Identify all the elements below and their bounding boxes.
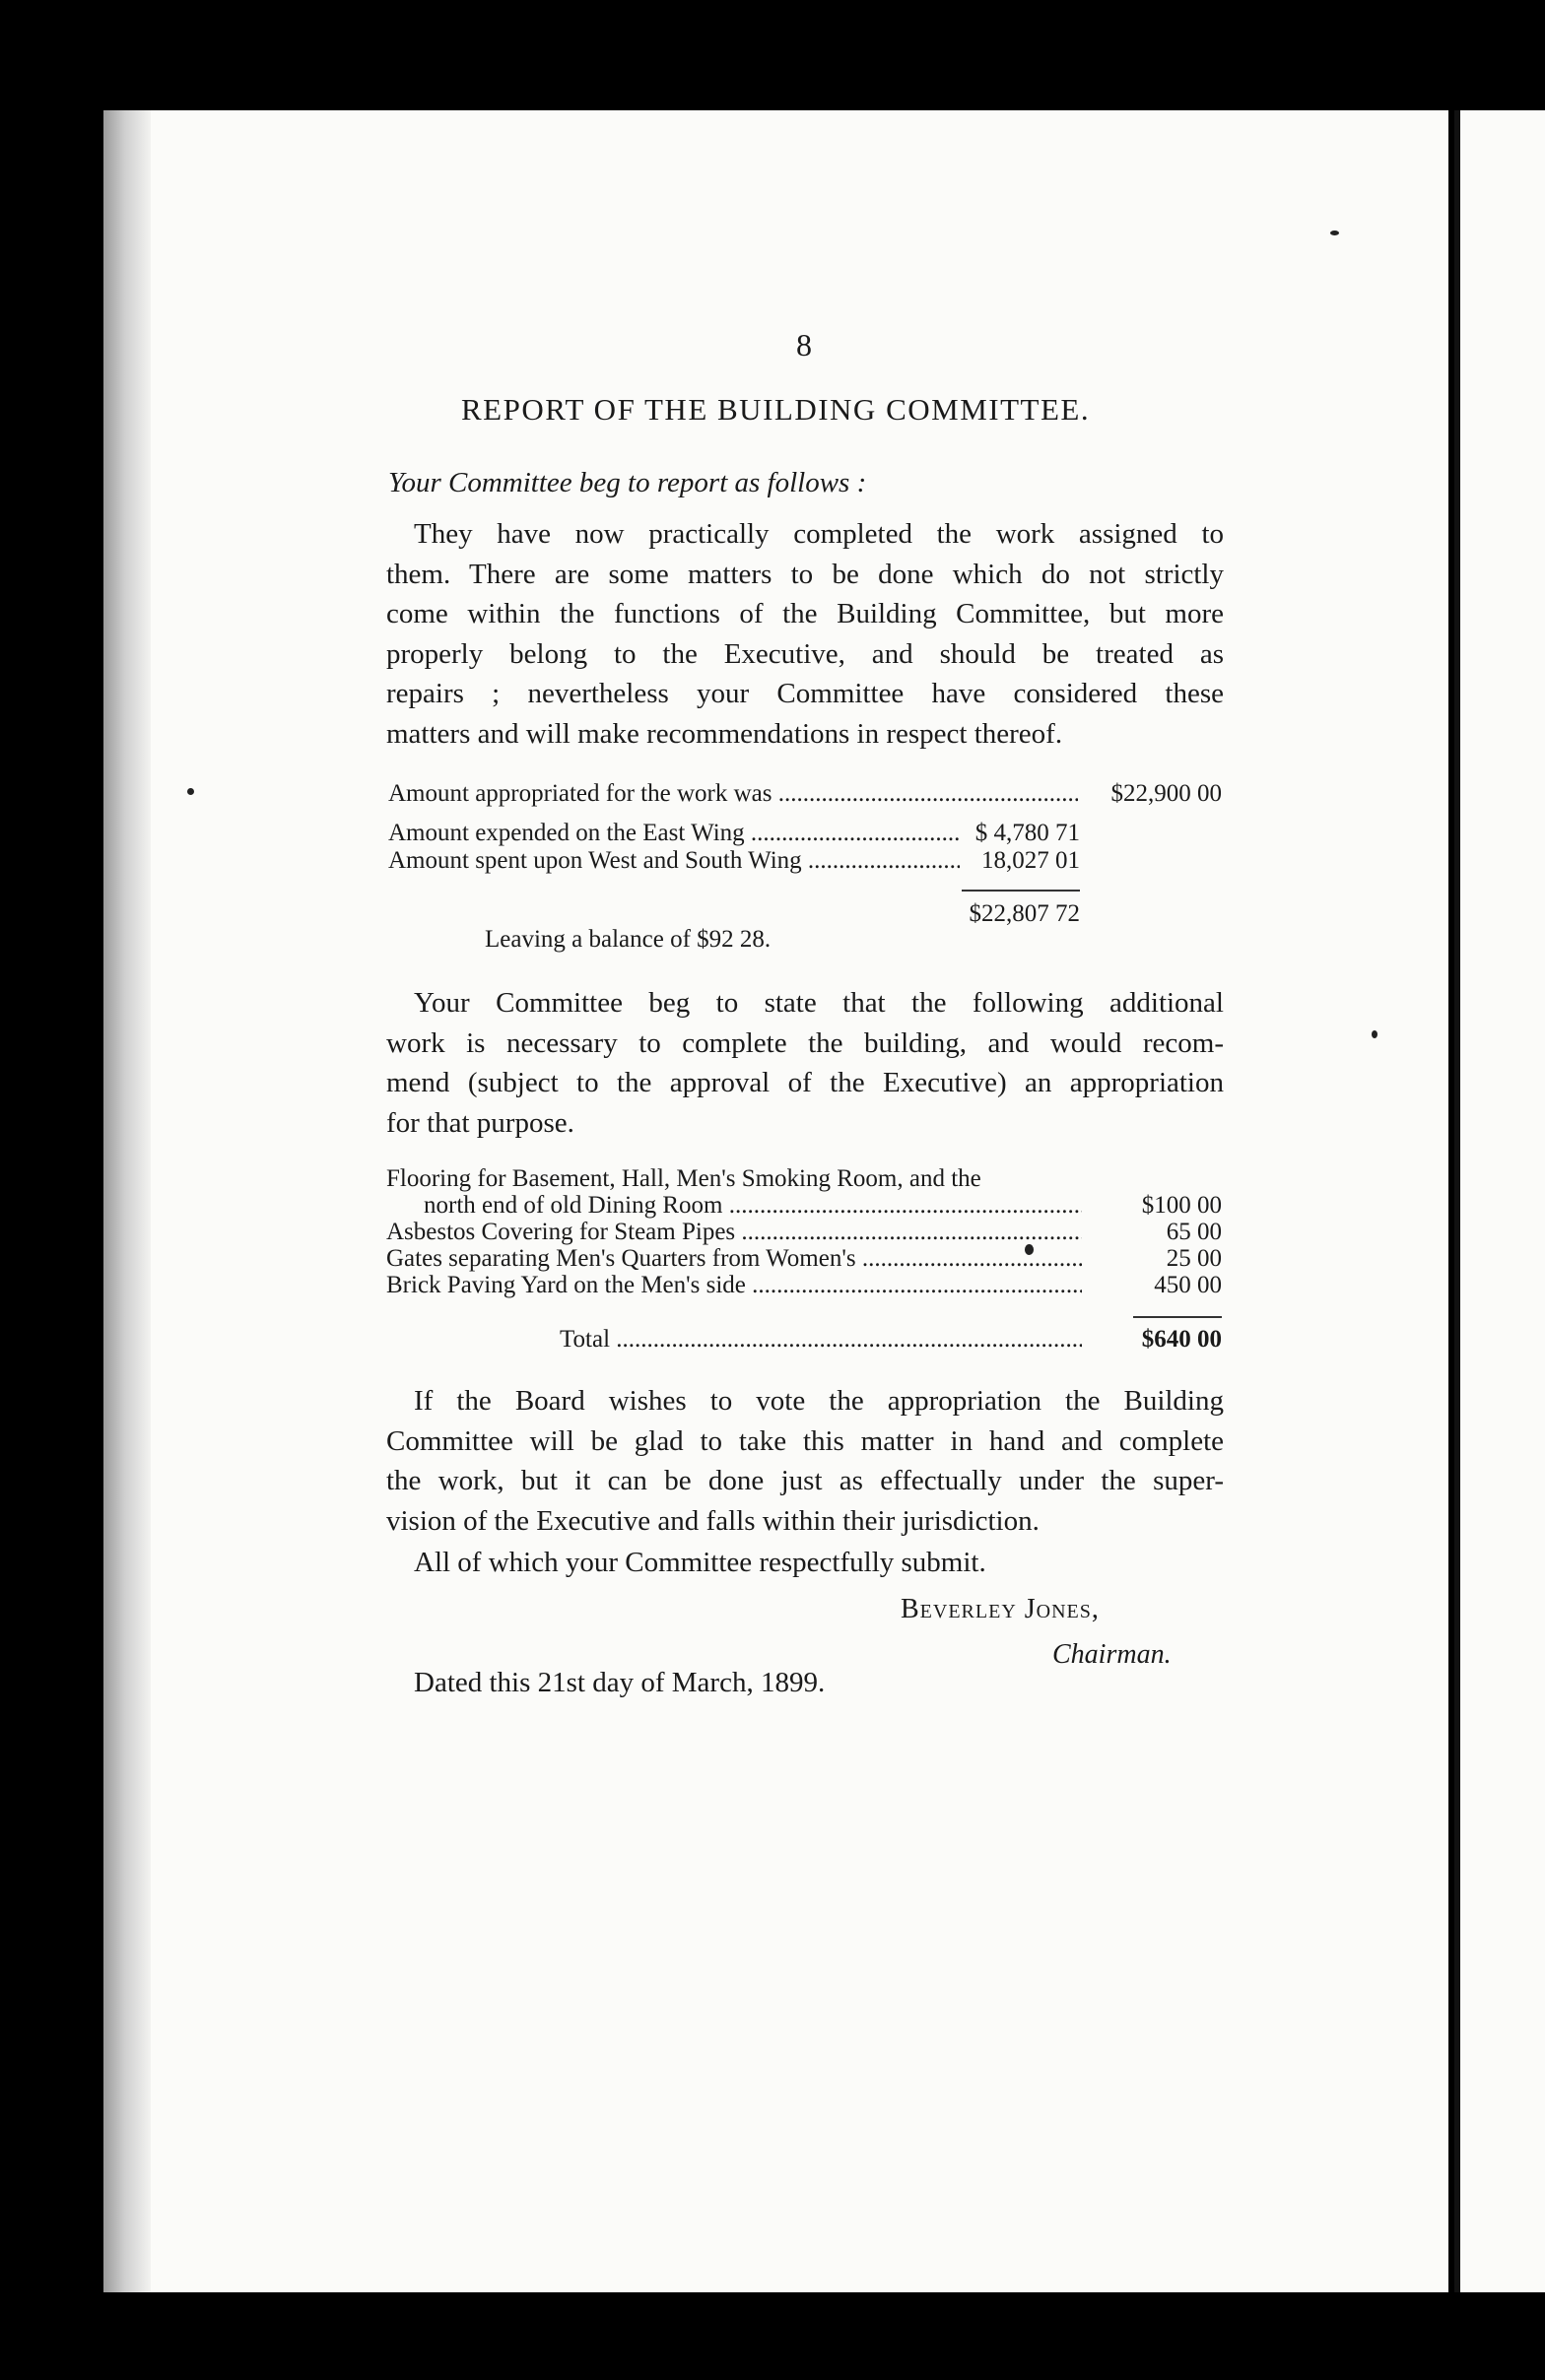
west-south-wing-value: 18,027 01 [981,847,1080,874]
total-row [560,1326,1082,1354]
brick-value: 450 00 [1154,1272,1222,1298]
brick-label: Brick Paving Yard on the Men's side ..... [386,1272,1082,1299]
balance-line: Leaving a balance of $92 28. [485,926,772,953]
paragraph-line: vision of the Executive and falls within their jurisdiction. [386,1504,1040,1537]
paragraph-1 [386,514,1224,754]
paragraph-line: work is necessary to complete the building, and would recom- [386,1026,1224,1059]
paragraph-line: properly belong to the Executive, and should be treated as [386,637,1224,670]
paragraph-line: They have now practically completed the work assigned to [414,518,1224,550]
page-title: REPORT OF THE BUILDING COMMITTEE. [461,392,1091,427]
asbestos-row [386,1219,1082,1246]
dated-line: Dated this 21st day of March, 1899. [414,1667,826,1698]
signature-title: Chairman. [1052,1639,1172,1670]
appropriated-label: Amount appropriated for the work was ..... [388,780,1078,808]
page-gutter-line [1454,110,1460,2292]
scan-speck [1372,1030,1377,1038]
west-south-wing-row [388,847,960,875]
flooring-label: north end of old Dining Room ..... [424,1192,1082,1220]
asbestos-label: Asbestos Covering for Steam Pipes ..... [386,1219,1082,1246]
total-label: Total ..... [560,1326,1082,1354]
east-wing-label: Amount expended on the East Wing ..... [388,820,960,847]
paragraph-line: If the Board wishes to vote the appropriation the Building [414,1385,1224,1417]
paragraph-line: come within the functions of the Building Committee, but more [386,598,1224,629]
east-wing-row [388,820,960,847]
paragraph-line: mend (subject to the approval of the Executive) an appropriation [386,1067,1224,1098]
paragraph-line: matters and will make recommendations in respect thereof. [386,717,1063,750]
closing-line: All of which your Committee respectfully submit. [414,1547,986,1578]
scan-speck [1330,231,1339,235]
asbestos-value: 65 00 [1166,1219,1222,1245]
intro-line: Your Committee beg to report as follows : [388,467,867,498]
paragraph-3 [386,1381,1224,1541]
gates-label: Gates separating Men's Quarters from Women's ..... [386,1245,1082,1273]
subtotal-rule [962,890,1080,892]
scan-speck [187,788,194,795]
appropriated-row [388,780,1078,808]
signature-name: Beverley Jones, [901,1594,1100,1624]
flooring-row [424,1192,1082,1220]
total-value: $640 00 [1141,1326,1222,1353]
total-rule [1133,1316,1222,1318]
adjacent-page-edge [1454,110,1545,2292]
page-number: 8 [796,327,812,363]
paragraph-2 [386,983,1224,1143]
paragraph-line: them. There are some matters to be done which do not strictly [386,558,1224,590]
scan-speck [1025,1244,1034,1255]
gates-row [386,1245,1082,1273]
paragraph-line: the work, but it can be done just as effectually under the super- [386,1465,1224,1496]
appropriated-value: $22,900 00 [1110,780,1222,807]
paragraph-line: Committee will be glad to take this matter in hand and complete [386,1424,1224,1457]
paragraph-line: for that purpose. [386,1106,574,1139]
flooring-line-1: Flooring for Basement, Hall, Men's Smoking Room, and the [386,1165,981,1192]
east-wing-value: $ 4,780 71 [974,820,1080,846]
paragraph-line: Your Committee beg to state that the following additional [414,987,1224,1019]
paragraph-line: repairs ; nevertheless your Committee have considered these [386,678,1224,709]
west-south-wing-label: Amount spent upon West and South Wing ..... [388,847,960,875]
flooring-value: $100 00 [1141,1192,1222,1219]
page-binding-edge [103,110,151,2292]
gates-value: 25 00 [1166,1245,1222,1272]
brick-row [386,1272,1082,1299]
subtotal-value: $22,807 72 [969,900,1080,927]
